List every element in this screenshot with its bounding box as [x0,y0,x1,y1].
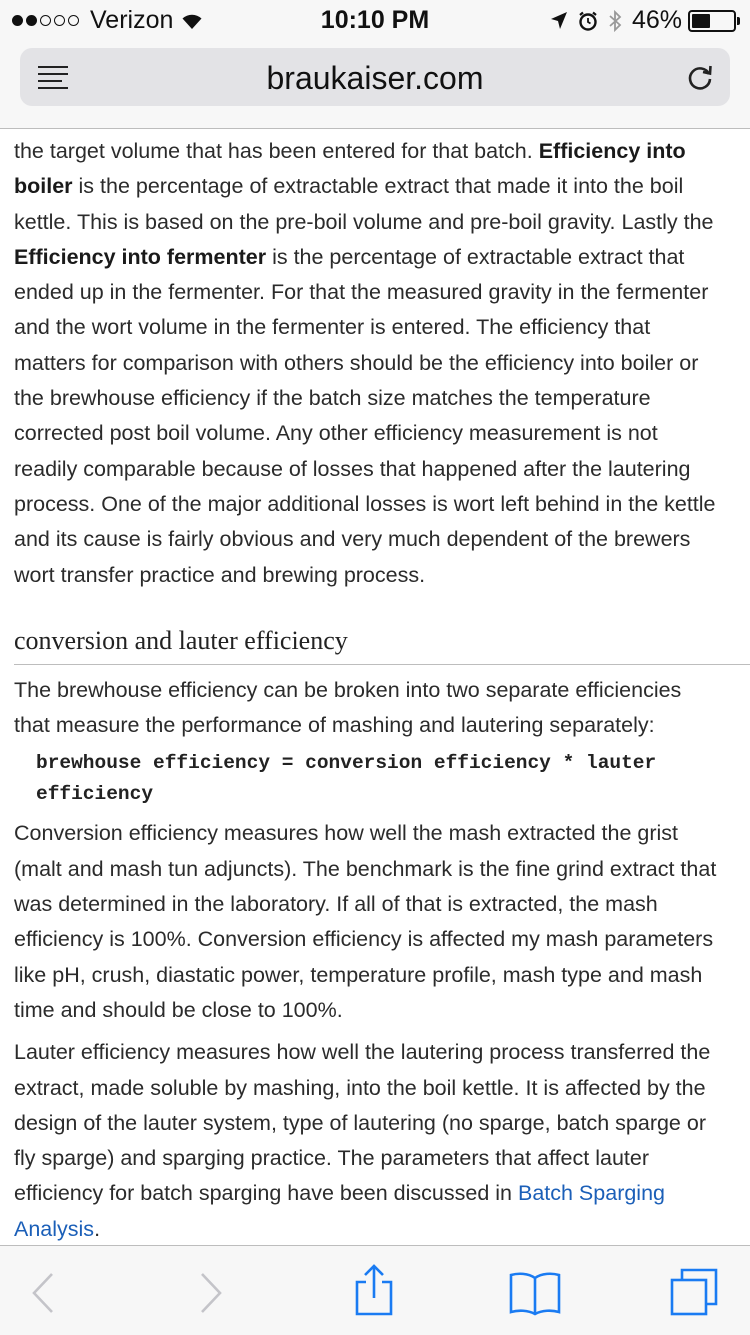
url-text[interactable]: braukaiser.com [266,60,484,96]
text-line [14,240,750,275]
text-line: kettle. This is based on the pre-boil volume and pre-boil gravity. Lastly the [14,209,714,234]
bold-term: Efficiency into fermenter [14,244,267,269]
batch-sparging-link[interactable]: Batch Sparging [517,1181,665,1206]
text-line: that measure the performance of mashing and lautering separately: [14,713,655,738]
text-span: is the percentage of extractable extract that made it into the boil [72,174,684,199]
bookmarks-icon[interactable] [508,1270,562,1316]
text-line: process. One of the major additional losses is wort left behind in the kettle [14,491,716,516]
formula-block [36,748,750,810]
batch-sparging-analysis-link[interactable]: Analysis [14,1216,95,1241]
text-line [14,134,750,169]
text-line: ended up in the fermenter. For that the measured gravity in the fermenter [14,280,709,305]
status-right [540,6,736,35]
text-line: Conversion efficiency measures how well the mash extracted the grist [14,821,679,846]
text-line [14,169,750,204]
address-bar[interactable] [20,48,730,106]
text-span: . [94,1216,101,1241]
text-line: readily comparable because of losses that happened after the lautering [14,456,691,481]
tabs-icon[interactable] [668,1266,720,1318]
text-line: fly sparge) and sparging practice. The parameters that affect lauter [14,1146,649,1171]
text-line [14,1212,750,1245]
text-line: and the wort volume in the fermenter is entered. The efficiency that [14,315,651,340]
alarm-icon [578,11,598,31]
text-line: corrected post boil volume. Any other efficiency measurement is not [14,421,658,446]
status-time: 10:10 PM [320,6,430,34]
text-line: Lauter efficiency measures how well the lautering process transferred the [14,1040,711,1065]
bold-term: Efficiency into [538,139,686,163]
text-line [14,1176,750,1211]
text-span: is the percentage of extractable extract that [266,244,685,269]
text-line: and its cause is fairly obvious and very much dependent of the brewers [14,527,691,552]
battery-level-fill [692,14,710,28]
text-line: efficiency is 100%. Conversion efficiency is affected my mash parameters [14,927,714,952]
text-line: the brewhouse efficiency if the batch size matches the temperature [14,386,651,411]
text-line: (malt and mash tun adjuncts). The benchmark is the fine grind extract that [14,856,717,881]
section-heading: conversion and lauter efficiency [14,626,750,665]
forward-arrow-icon[interactable] [188,1270,234,1316]
location-arrow-icon [550,11,568,31]
battery-icon [688,10,736,32]
text-line: The brewhouse efficiency can be broken into two separate efficiencies [14,677,682,702]
carrier-name: Verizon [90,6,174,34]
paragraph-efficiency [14,134,750,593]
status-bar [0,0,750,40]
text-line: like pH, crush, diastatic power, temperature profile, mash type and mash [14,962,703,987]
text-line: matters for comparison with others should be the efficiency into boiler or [14,350,699,375]
battery-percentage: 46% [631,6,682,34]
text-line: was determined in the laboratory. If all of that is extracted, the mash [14,892,658,917]
reload-icon[interactable] [684,61,716,93]
paragraph-lauter [14,1035,750,1245]
formula-line: brewhouse efficiency = conversion efficiency * lauter [36,752,657,775]
share-icon[interactable] [351,1264,397,1316]
article-content [14,128,750,1245]
text-span: efficiency for batch sparging have been discussed in [14,1181,518,1206]
paragraph-brewhouse [14,673,750,744]
browser-toolbar [0,1245,750,1335]
paragraph-conversion [14,816,750,1028]
formula-line: efficiency [36,783,154,806]
text-line: extract, made soluble by mashing, into the boil kettle. It is affected by the [14,1075,706,1100]
text-span: the target volume that has been entered for that batch. [14,139,539,163]
text-line: design of the lauter system, type of lautering (no sparge, batch sparge or [14,1110,706,1135]
bold-term: boiler [14,174,73,199]
text-line: time and should be close to 100%. [14,997,343,1022]
text-line: wort transfer practice and brewing process. [14,562,426,587]
bluetooth-icon [608,9,622,33]
browser-address-bar-area [0,40,750,129]
back-arrow-icon[interactable] [20,1270,66,1316]
